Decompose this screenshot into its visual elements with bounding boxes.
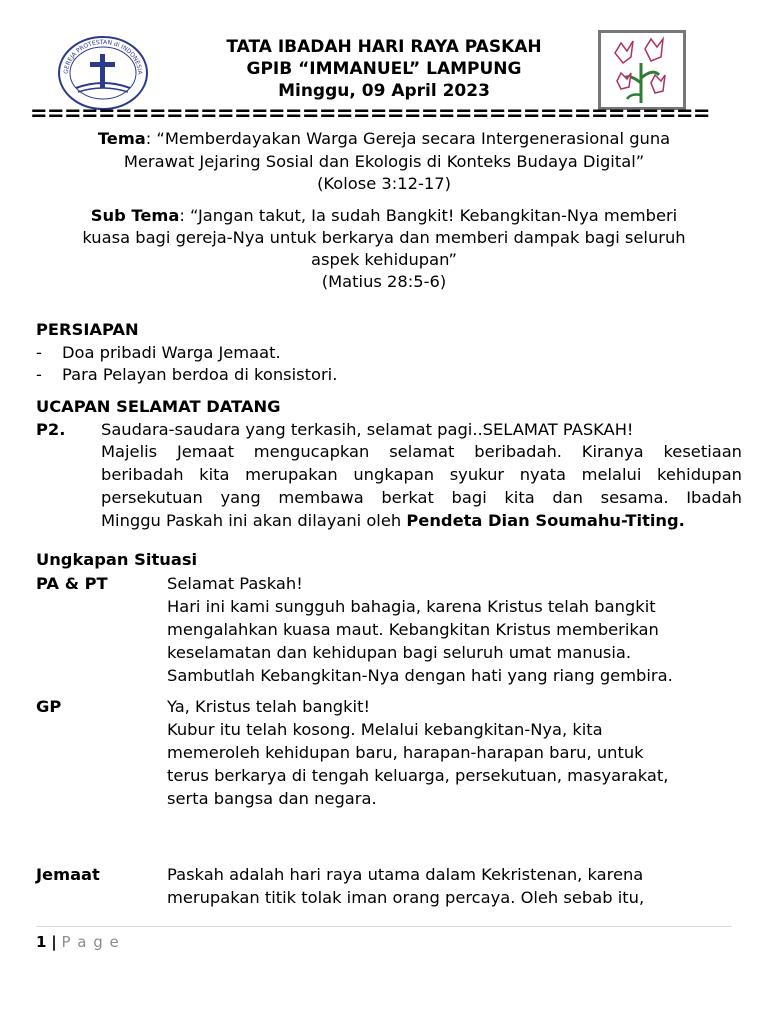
persiapan-item: Doa pribadi Warga Jemaat. xyxy=(62,343,281,362)
response-line: terus berkarya di tengah keluarga, persekutuan, masyarakat, xyxy=(167,766,669,785)
response-line: serta bangsa dan negara. xyxy=(167,789,377,808)
response-line: Hari ini kami sungguh bahagia, karena Kristus telah bangkit xyxy=(167,597,656,616)
ucapan-line-5 xyxy=(101,510,685,532)
page-footer xyxy=(36,932,120,952)
tema-label: Tema xyxy=(97,129,146,148)
document-title: TATA IBADAH HARI RAYA PASKAH xyxy=(226,37,542,57)
response-line: Kubur itu telah kosong. Melalui kebangkitan-Nya, kita xyxy=(167,720,603,739)
speaker-gp: GP xyxy=(36,697,62,716)
response-line: memeroleh kehidupan baru, harapan-harapan baru, untuk xyxy=(167,743,644,762)
section-heading-ucapan: UCAPAN SELAMAT DATANG xyxy=(36,397,281,416)
response-line: Paskah adalah hari raya utama dalam Kekristenan, karena xyxy=(167,865,644,884)
response-line: Selamat Paskah! xyxy=(167,574,303,593)
section-heading-persiapan: PERSIAPAN xyxy=(36,320,139,339)
speaker-jemaat: Jemaat xyxy=(36,865,100,884)
persiapan-bullet: - xyxy=(36,343,42,362)
sub-tema-line-1 xyxy=(36,205,732,227)
seal-text: GEREJA PROTESTAN di INDONESIA xyxy=(62,38,144,75)
sub-tema-text-1: : “Jangan takut, Ia sudah Bangkit! Kebangkitan-Nya memberi xyxy=(179,206,678,225)
tema-reference: (Kolose 3:12-17) xyxy=(317,174,451,193)
section-heading-ungkapan: Ungkapan Situasi xyxy=(36,550,198,569)
response-line: merupakan titik tolak iman orang percaya. Oleh sebab itu, xyxy=(167,888,645,907)
sub-tema-reference: (Matius 28:5-6) xyxy=(321,272,447,291)
sub-tema-line-3: aspek kehidupan” xyxy=(311,250,457,269)
tema-line-2: Merawat Jejaring Sosial dan Ekologis di Konteks Budaya Digital” xyxy=(123,152,645,171)
page-number: 1 xyxy=(36,933,47,951)
response-line: keselamatan dan kehidupan bagi seluruh umat manusia. xyxy=(167,643,632,662)
response-line: Ya, Kristus telah bangkit! xyxy=(167,697,370,716)
pastor-name: Pendeta Dian Soumahu-Titing. xyxy=(406,511,685,530)
ucapan-line-4: persekutuan yang membawa berkat bagi kita dan sesama. Ibadah xyxy=(101,488,742,507)
tema-line-1 xyxy=(36,128,732,150)
header-separator: ======================================== xyxy=(30,101,710,125)
ucapan-line-3: beribadah kita merupakan ungkapan syukur nyata melalui kehidupan xyxy=(101,465,742,484)
ucapan-line-1: Saudara-saudara yang terkasih, selamat pagi..SELAMAT PASKAH! xyxy=(101,420,634,439)
footer-separator: | xyxy=(51,933,57,951)
response-line: mengalahkan kuasa maut. Kebangkitan Kristus memberikan xyxy=(167,620,659,639)
tema-text-1: : “Memberdayakan Warga Gereja secara Intergenerasional guna xyxy=(145,129,671,148)
response-line: Sambutlah Kebangkitan-Nya dengan hati yang riang gembira. xyxy=(167,666,673,685)
persiapan-bullet: - xyxy=(36,365,42,384)
service-date: Minggu, 09 April 2023 xyxy=(278,81,490,101)
speaker-pa-pt: PA & PT xyxy=(36,574,108,593)
church-name: GPIB “IMMANUEL” LAMPUNG xyxy=(246,59,522,79)
ucapan-line-5-text: Minggu Paskah ini akan dilayani oleh xyxy=(101,511,407,530)
ucapan-line-2: Majelis Jemaat mengucapkan selamat beribadah. Kiranya kesetiaan xyxy=(101,442,742,461)
persiapan-item: Para Pelayan berdoa di konsistori. xyxy=(62,365,338,384)
page-label: P a g e xyxy=(61,933,120,951)
sub-tema-line-2: kuasa bagi gereja-Nya untuk berkarya dan memberi dampak bagi seluruh xyxy=(82,228,686,247)
sub-tema-label: Sub Tema xyxy=(90,206,180,225)
speaker-p2: P2. xyxy=(36,420,66,439)
footer-divider xyxy=(36,926,732,927)
